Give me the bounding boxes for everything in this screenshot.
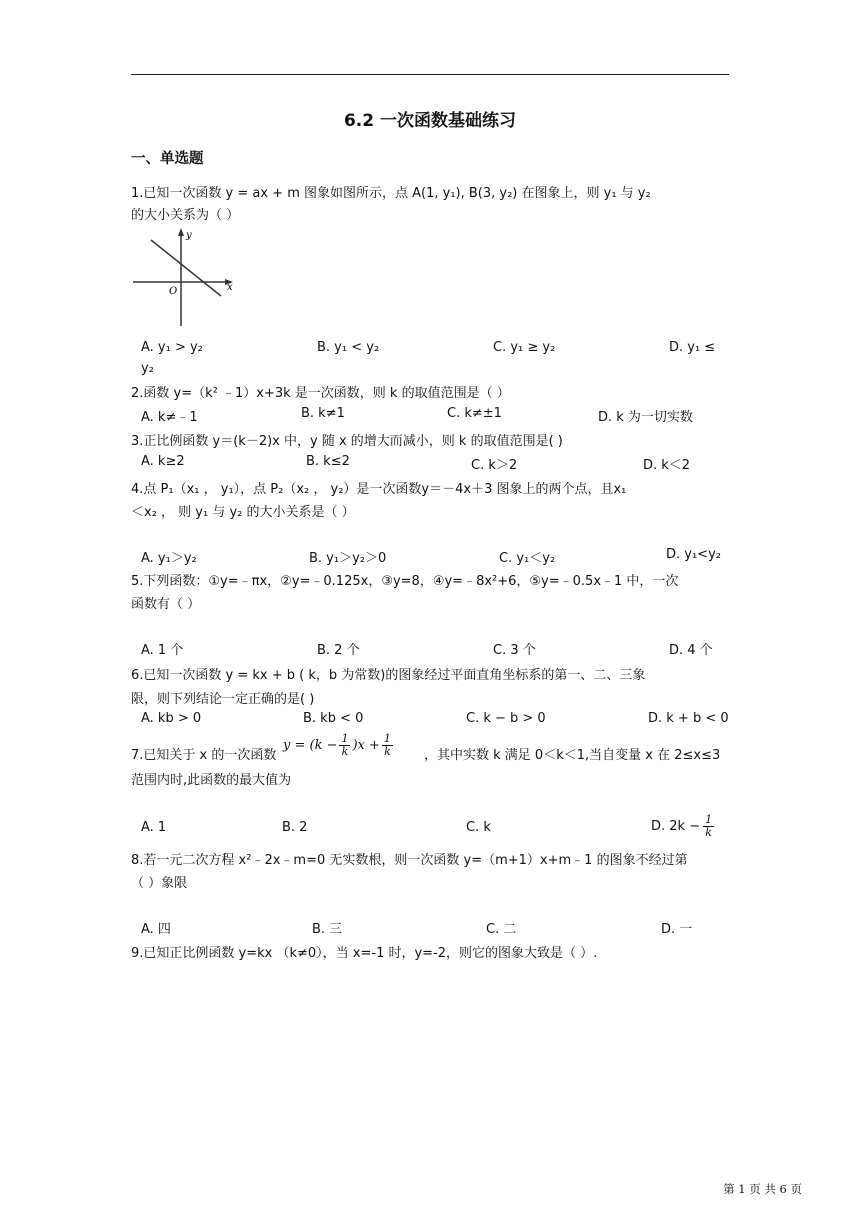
question-1-line-1: 1.已知一次函数 y = ax + m 图象如图所示，点 A(1, y₁), B(3, y₂) 在图象上，则 y₁ 与 y₂ [131,186,651,201]
question-1-graph [131,228,241,328]
question-3-line-1: 3.正比例函数 y＝(k－2)x 中，y 随 x 的增大而减小，则 k 的取值范围是( ) [131,434,563,449]
q2-option-b[interactable]: B. k≠1 [301,406,345,421]
formula-middle: )x + [352,738,380,753]
question-7-line-1b: ，其中实数 k 满足 0＜k＜1,当自变量 x 在 2≤x≤3 [424,748,721,763]
question-4-line-1: 4.点 P₁（x₁ ， y₁），点 P₂（x₂ ， y₂）是一次函数y＝－4x＋3 图象上的两个点，且x₁ [131,482,627,497]
question-2-line-1: 2.函数 y=（k² ﹣1）x+3k 是一次函数，则 k 的取值范围是（ ） [131,386,510,401]
q3-option-a[interactable]: A. k≥2 [141,454,185,469]
q7-option-a[interactable]: A. 1 [141,820,167,835]
question-8-line-1: 8.若一元二次方程 x²﹣2x﹣m=0 无实数根，则一次函数 y=（m+1）x+m﹣1 的图象不经过第 [131,853,688,868]
q8-option-d[interactable]: D. 一 [661,922,693,937]
q7-option-b[interactable]: B. 2 [282,820,308,835]
fraction-2-numerator: 1 [383,732,391,745]
q4-option-d[interactable]: D. y₁<y₂ [666,547,721,562]
q8-option-a[interactable]: A. 四 [141,922,171,937]
q4-option-b[interactable]: B. y₁＞y₂＞0 [309,551,387,566]
q5-option-c[interactable]: C. 3 个 [493,643,536,658]
question-6-line-2: 限，则下列结论一定正确的是( ) [131,692,315,707]
q1-option-d-continued: y₂ [141,361,154,376]
section-heading: 一、单选题 [131,151,204,167]
q6-option-c[interactable]: C. k − b > 0 [466,711,546,726]
q7-option-c[interactable]: C. k [466,820,491,835]
question-6-line-1: 6.已知一次函数 y = kx + b ( k，b 为常数)的图象经过平面直角坐标系的第一、二、三象 [131,668,646,683]
x-axis-label: x [227,282,233,293]
question-7-formula [283,733,395,758]
q6-option-b[interactable]: B. kb < 0 [303,711,364,726]
header-rule [131,74,729,75]
q6-option-d[interactable]: D. k + b < 0 [648,711,729,726]
q3-option-d[interactable]: D. k＜2 [643,458,691,473]
fraction-1-denominator: k [341,745,349,758]
fraction-1-numerator: 1 [341,732,349,745]
fraction-1 [339,733,350,758]
origin-label: O [169,286,178,297]
q7-option-d-numerator: 1 [705,813,713,826]
fraction-2-denominator: k [384,745,391,758]
fraction-2 [382,733,393,758]
question-5-line-1: 5.下列函数：①y=﹣πx，②y=﹣0.125x，③y=8，④y=﹣8x²+6，⑤y=﹣0.5x﹣1 中，一次 [131,574,679,589]
q7-option-d[interactable] [651,814,714,839]
q7-option-d-text: D. 2k − [651,819,701,834]
q8-option-b[interactable]: B. 三 [312,922,343,937]
q3-option-c[interactable]: C. k＞2 [471,458,518,473]
question-7-line-2: 范围内时,此函数的最大值为 [131,773,292,788]
y-axis-arrow [178,228,184,236]
q2-option-a[interactable]: A. k≠﹣1 [141,410,198,425]
q4-option-a[interactable]: A. y₁＞y₂ [141,551,197,566]
q1-option-b[interactable]: B. y₁ < y₂ [317,340,380,355]
formula-prefix: y = (k − [283,738,338,753]
q5-option-d[interactable]: D. 4 个 [669,643,713,658]
function-line [151,240,221,296]
question-9-line-1: 9.已知正比例函数 y=kx （k≠0），当 x=-1 时，y=-2，则它的图象大致是（ ）. [131,946,598,961]
q2-option-c[interactable]: C. k≠±1 [447,406,502,421]
question-4-line-2: ＜x₂ ， 则 y₁ 与 y₂ 的大小关系是（ ） [131,505,355,520]
question-1-line-2: 的大小关系为（ ） [131,208,240,223]
question-5-line-2: 函数有（ ） [131,597,201,612]
q1-option-d[interactable]: D. y₁ ≤ [669,340,716,355]
q3-option-b[interactable]: B. k≤2 [306,454,350,469]
page-footer: 第 1 页 共 6 页 [723,1182,802,1196]
q5-option-b[interactable]: B. 2 个 [317,643,360,658]
page-title: 6.2 一次函数基础练习 [343,111,517,131]
q7-option-d-denominator: k [705,826,712,839]
question-8-line-2: （ ）象限 [131,876,188,891]
q2-option-d[interactable]: D. k 为一切实数 [598,410,693,425]
q8-option-c[interactable]: C. 二 [486,922,517,937]
q4-option-c[interactable]: C. y₁＜y₂ [499,551,556,566]
question-7-line-1a: 7.已知关于 x 的一次函数 [131,748,277,763]
q7-option-d-fraction [703,814,714,839]
q5-option-a[interactable]: A. 1 个 [141,643,184,658]
y-axis-label: y [186,230,192,241]
q1-option-a[interactable]: A. y₁ > y₂ [141,340,203,355]
q6-option-a[interactable]: A. kb > 0 [141,711,202,726]
q1-option-c[interactable]: C. y₁ ≥ y₂ [493,340,556,355]
